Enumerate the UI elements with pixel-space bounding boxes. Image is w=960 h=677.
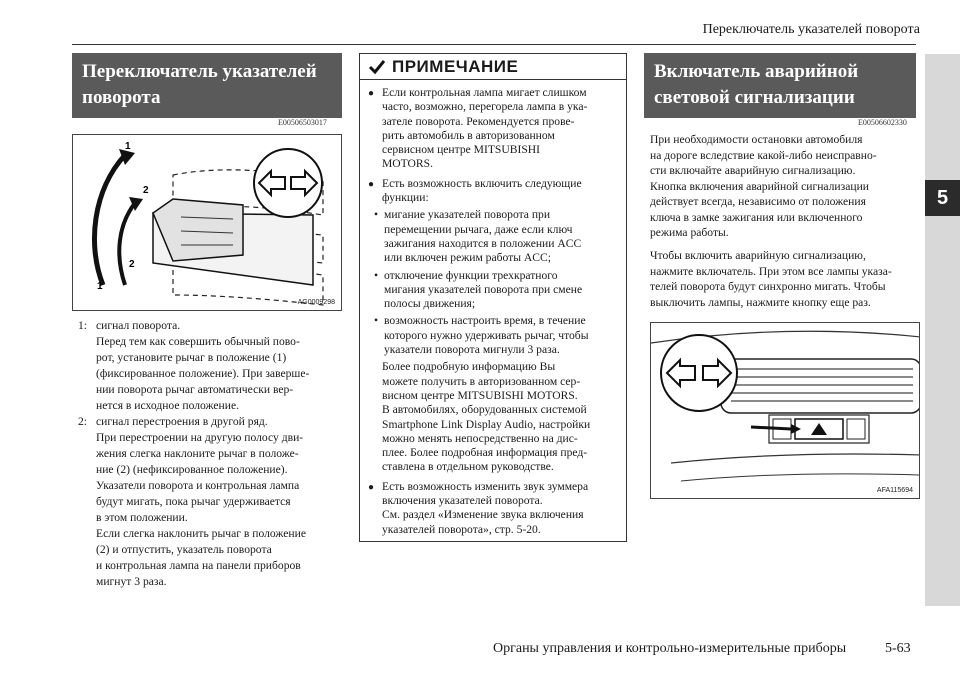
air-vent-louvers [731,369,913,401]
section-code: E00506602330 [858,118,907,127]
list-item [78,414,348,590]
turn-signal-lever-figure [72,134,342,311]
note-title: ПРИМЕЧАНИЕ [392,56,519,76]
fig-label-1-top: 1 [125,141,131,152]
fig-label-2-bottom: 2 [129,259,135,270]
chapter-number: 5 [925,180,960,216]
section-code: E00506503017 [278,118,327,127]
bullet-icon: ● [368,178,375,190]
note-bullet: ● Есть возможность включить следующие функции: [368,176,582,205]
bullet-icon: ● [368,88,375,99]
footer-chapter-title: Органы управления и контрольно-измерительные приборы [493,641,847,656]
panel-slot-right [847,419,865,439]
page-number: 5-63 [885,641,911,656]
note-box [359,53,627,542]
list-item [78,318,348,414]
note-sub-item: • возможность настроить время, в течение которого нужно удерживать рычаг, чтобы указатели поворота мигнули 3 раза. [374,314,589,357]
fig-label-1-bottom: 1 [97,281,103,292]
lever-illustration [73,135,342,311]
hazard-switch-figure [650,322,920,499]
bullet-icon: ● [368,481,375,493]
dashboard-illustration [651,323,920,499]
chapter-side-tab[interactable] [925,54,960,606]
note-bullet: ● Есть возможность изменить звук зуммера включения указателей поворота. См. раздел «Изменение звука включения указателей поворота», стр. 5-20. [368,479,589,536]
item-text: сигнал перестроения в другой ряд. При перестроении на другую полосу дви- жения слегка наклоните рычаг в положе- ние (2) (нефиксированное положение). Указатели поворота и контрольная лампа будут мигать, пока рычаг удерживается в этом положении. Если слегка наклонить рычаг в положение (2) и отпустить, указатель поворота и контрольная лампа на панели приборов мигнут 3 раза. [96,415,306,588]
note-paragraph: Более подробную информацию Вы можете получить в авторизованном сер- висном центре MITSUBISHI MOTORS. В автомобилях, оборудованных системой Smartphone Link Display Audio, настройки можно менять непосредственно на дис- плее. Более подробная информация пред- ставлена в отдельном руководстве. [382,360,591,474]
dash-outline-bottom [671,454,920,463]
arc-arrow-up-2 [119,203,135,285]
item-number: 2: [78,415,88,428]
running-header: Переключатель указателей поворота [702,22,920,37]
pointer-arrow-line [751,427,791,429]
item-number: 1: [78,319,88,332]
hazard-paragraph-1: При необходимости остановки автомобиля на дороге вследствие какой-либо неисправно- сти включайте аварийную сигнализацию. Кнопка включения аварийной сигнализации действует всегда, независимо от положения ключа в замке зажигания или включенного режима работы. [650,133,877,239]
section-heading-turn-signal: Переключатель указателей поворота [72,53,342,118]
fig-label-2-top: 2 [143,185,149,196]
air-vent-frame [721,359,920,413]
checkmark-icon [368,58,386,76]
note-header [360,54,626,80]
note-sub-item: • отключение функции трехкратного мигания указателей поворота при смене полосы движения; [374,268,583,311]
figure-code: AFA115694 [876,487,913,494]
hazard-paragraph-2: Чтобы включить аварийную сигнализацию, нажмите включатель. При этом все лампы указа- телей поворота будут синхронно мигать. Чтобы выключить лампы, нажмите кнопку еще раз. [650,249,892,309]
section-heading-hazard: Включатель аварийной световой сигнализации [644,53,916,118]
dash-outline-lower [681,474,920,481]
item-text: сигнал поворота. Перед тем как совершить обычный пово- рот, установите рычаг в положение (1) (фиксированное положение). При заверше- нии поворота рычаг автоматически вер- нется в исходное положение. [96,319,310,412]
figure-code: AG0009298 [297,299,335,306]
note-sub-item: • мигание указателей поворота при перемещении рычага, даже если ключ зажигания находится в положении ACC или включен режим работы ACC; [374,208,582,265]
note-body [360,80,626,537]
lever-positions-list [78,318,348,590]
header-rule [72,44,916,45]
note-bullet: ● Если контрольная лампа мигает слишком часто, возможно, перегорела лампа в ука- зателе поворота. Рекомендуется прове- рить автомобиль в авторизованном сервисном центре MITSUBISHI MOTORS. [368,86,588,171]
